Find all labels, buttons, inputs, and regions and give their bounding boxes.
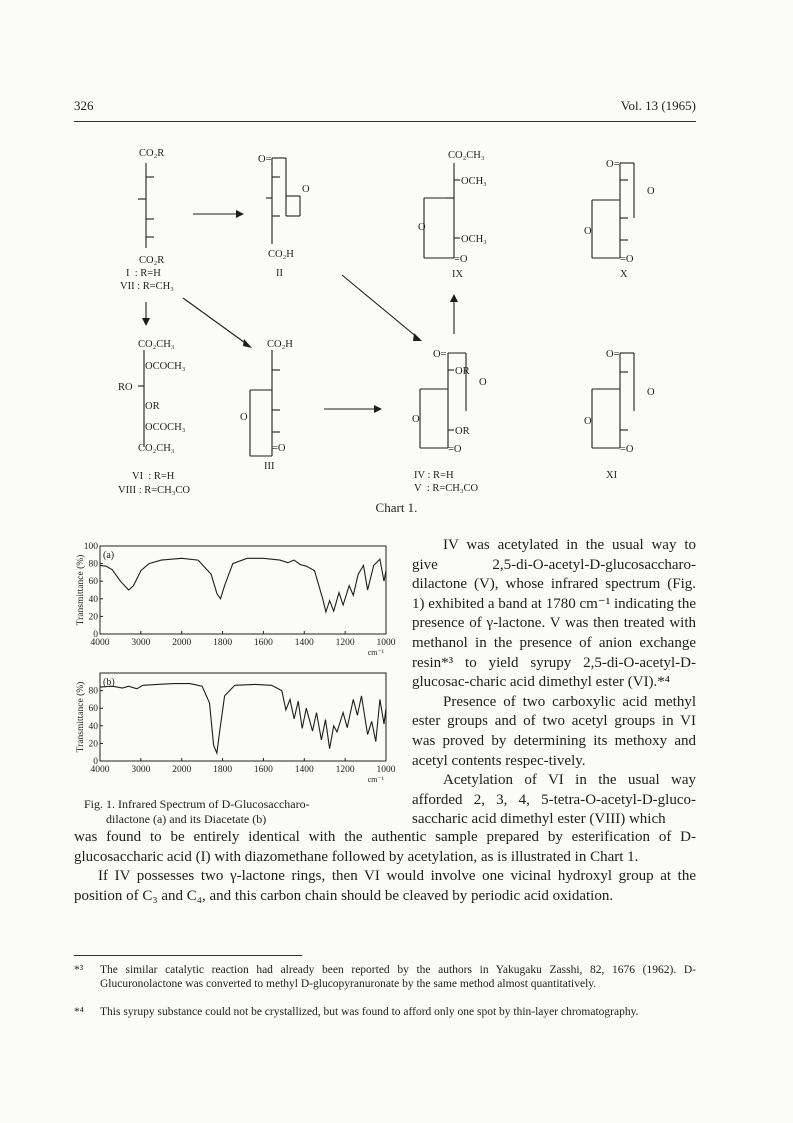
right-column-text <box>412 536 696 830</box>
chart1-scheme <box>0 130 793 500</box>
compound-I-top: CO₂R <box>139 148 165 159</box>
figure1-caption-line2: dilactone (a) and its Diacetate (b) <box>106 812 267 826</box>
x-tick-label: 1800 <box>213 638 233 648</box>
figure1-caption <box>84 797 384 827</box>
journal-volume: Vol. 13 (1965) <box>620 98 696 113</box>
y-tick-label: 80 <box>88 559 98 570</box>
compound-IX-label: IX <box>452 269 464 280</box>
x-tick-label: 1000 <box>376 765 396 775</box>
arrow-head <box>142 318 150 326</box>
y-tick-label: 20 <box>88 739 98 750</box>
compound-IX-ring-o: O <box>418 222 426 233</box>
x-tick-label: 1400 <box>294 638 314 648</box>
x-tick-label: 3000 <box>131 638 151 648</box>
y-tick-label: 60 <box>88 704 98 715</box>
y-tick-label: 20 <box>88 612 98 623</box>
ir-plot-frame <box>100 546 386 634</box>
arrow-head <box>374 405 382 413</box>
compound-II-bottom: CO₂H <box>268 249 294 260</box>
compound-XI-top: O= <box>606 349 620 360</box>
compound-V-label: V : R=CH₃CO <box>414 483 479 494</box>
x-tick-label: 3000 <box>131 765 151 775</box>
footnote-mark: *⁴ <box>74 1006 84 1018</box>
x-tick-label: 1800 <box>213 765 233 775</box>
paragraph: Presence of two carboxylic acid methyl ester groups and of two acetyl groups in VI was proved by determining its methoxy and acetyl contents respec-tively. <box>412 693 696 769</box>
compound-IV-s1: OR <box>455 366 470 377</box>
x-unit-label: cm⁻¹ <box>367 648 384 657</box>
compound-VIII-label: VIII : R=CH₃CO <box>118 485 190 496</box>
x-tick-label: 1200 <box>335 638 355 648</box>
compound-IV-ring-o1: O <box>479 377 487 388</box>
y-axis-label: Transmittance (%) <box>76 681 86 753</box>
compound-IX-s2: OCH₃ <box>461 234 487 245</box>
ir-panel-a <box>75 542 396 657</box>
compound-X-top: O= <box>606 159 620 170</box>
compound-VI-s1: OCOCH₃ <box>145 361 186 372</box>
figure1-caption-line1: Fig. 1. Infrared Spectrum of D-Glucosaccharo- <box>84 797 310 811</box>
ir-spectra-figure <box>74 540 400 802</box>
compound-XI-ring-o1: O <box>647 387 655 398</box>
y-tick-label: 0 <box>93 630 98 640</box>
footnote <box>74 1005 696 1019</box>
compound-IX-bottom: =O <box>454 254 468 265</box>
compound-VI-label: VI : R=H <box>132 471 175 482</box>
panel-label: (b) <box>103 677 115 688</box>
ir-panel-b <box>75 673 396 784</box>
spectrum-line <box>100 684 386 754</box>
compound-VI-ro: RO <box>118 382 133 393</box>
x-tick-label: 2000 <box>172 765 192 775</box>
panel-label: (a) <box>103 550 115 561</box>
x-tick-label: 1600 <box>253 765 273 775</box>
y-tick-label: 80 <box>88 686 98 697</box>
x-tick-label: 2000 <box>172 638 192 648</box>
x-tick-label: 4000 <box>90 765 110 775</box>
compound-X-bottom: =O <box>620 254 634 265</box>
compound-III-label: III <box>264 461 275 472</box>
compound-XI-ring-o2: O <box>584 416 592 427</box>
compound-IX-top: CO₂CH₃ <box>448 150 485 161</box>
compound-III-ring-o: O <box>240 412 248 423</box>
x-tick-label: 4000 <box>90 638 110 648</box>
arrow-head <box>243 339 252 348</box>
spectrum-line <box>100 558 386 612</box>
compound-VI-bottom: CO₂CH₃ <box>138 443 175 454</box>
footnote-text: This syrupy substance could not be crystallized, but was found to afford only one spot by thin-layer chromatography. <box>100 1006 639 1018</box>
arrow-head <box>450 294 458 302</box>
y-tick-label: 100 <box>83 542 98 552</box>
compound-IV-top: O= <box>433 349 447 360</box>
y-tick-label: 40 <box>88 594 98 605</box>
x-tick-label: 1400 <box>294 765 314 775</box>
paragraph: IV was acetylated in the usual way to give 2,5-di-O-acetyl-D-glucosaccharo-dilactone (V), whose infrared spectrum (Fig. 1) exhibited a band at 1780 cm⁻¹ indicating the presence of γ-lactone. V was then treated with methanol in the presence of anion exchange resin*³ to yield syrupy 2,5-di-O-acetyl-D-glucosac-charic acid dimethyl ester (VI).*⁴ <box>412 537 697 691</box>
compound-I-bottom: CO₂R <box>139 255 165 266</box>
compound-IX-s1: OCH₃ <box>461 176 487 187</box>
compound-II-ring-o: O <box>302 184 310 195</box>
header-rule <box>74 121 696 122</box>
y-tick-label: 0 <box>93 757 98 767</box>
y-tick-label: 60 <box>88 577 98 588</box>
compound-VI-s3: OCOCH₃ <box>145 422 186 433</box>
compound-III-top: CO₂H <box>267 339 293 350</box>
footnote-mark: *³ <box>74 964 84 976</box>
compound-IV-ring-o2: O <box>412 414 420 425</box>
footnote-rule <box>74 955 302 956</box>
x-tick-label: 1000 <box>376 638 396 648</box>
compound-VII-label: VII : R=CH₃ <box>120 281 174 292</box>
page-number: 326 <box>74 98 94 113</box>
x-unit-label: cm⁻¹ <box>367 775 384 784</box>
compound-VI-s2: OR <box>145 401 160 412</box>
y-axis-label: Transmittance (%) <box>76 554 86 626</box>
compound-X-ring-o2: O <box>584 226 592 237</box>
y-tick-label: 40 <box>88 721 98 732</box>
compound-I-label: I : R=H <box>126 268 161 279</box>
compound-II-top: O= <box>258 154 272 165</box>
arrow-head <box>413 333 422 341</box>
compound-VI-top: CO₂CH₃ <box>138 339 175 350</box>
compound-III-bottom: =O <box>272 443 286 454</box>
compound-IV-s2: OR <box>455 426 470 437</box>
compound-X-ring-o1: O <box>647 186 655 197</box>
compound-IV-bottom: =O <box>448 444 462 455</box>
compound-IV-label: IV : R=H <box>414 470 454 481</box>
x-tick-label: 1200 <box>335 765 355 775</box>
ir-plot-frame <box>100 673 386 761</box>
paragraph: was found to be entirely identical with the authentic sample prepared by esterification of D-glucosaccharic acid (I) with diazomethane followed by acetylation, as is illustrated in Chart 1. <box>74 829 696 865</box>
compound-XI-label: XI <box>606 470 618 481</box>
paragraph: If IV possesses two γ-lactone rings, then VI would involve one vicinal hydroxyl group at the position of C₃ and C₄, and this carbon chain should be cleaved by periodic acid oxidation. <box>74 868 696 904</box>
chart1-caption: Chart 1. <box>375 500 418 515</box>
compound-X-label: X <box>620 269 628 280</box>
x-tick-label: 1600 <box>253 638 273 648</box>
compound-II-label: II <box>276 268 283 279</box>
paragraph: Acetylation of VI in the usual way afforded 2, 3, 4, 5-tetra-O-acetyl-D-gluco-saccharic acid dimethyl ester (VIII) which <box>412 772 696 828</box>
arrow-head <box>236 210 244 218</box>
footnote-text: The similar catalytic reaction had already been reported by the authors in Yakugaku Zasshi, 82, 1676 (1962). D-Glucuronolactone was converted to methyl D-glucopyranuronate by the same method almost quantitatively. <box>100 964 696 990</box>
full-width-text <box>74 828 696 906</box>
footnote <box>74 963 696 991</box>
compound-XI-bottom: =O <box>620 444 634 455</box>
